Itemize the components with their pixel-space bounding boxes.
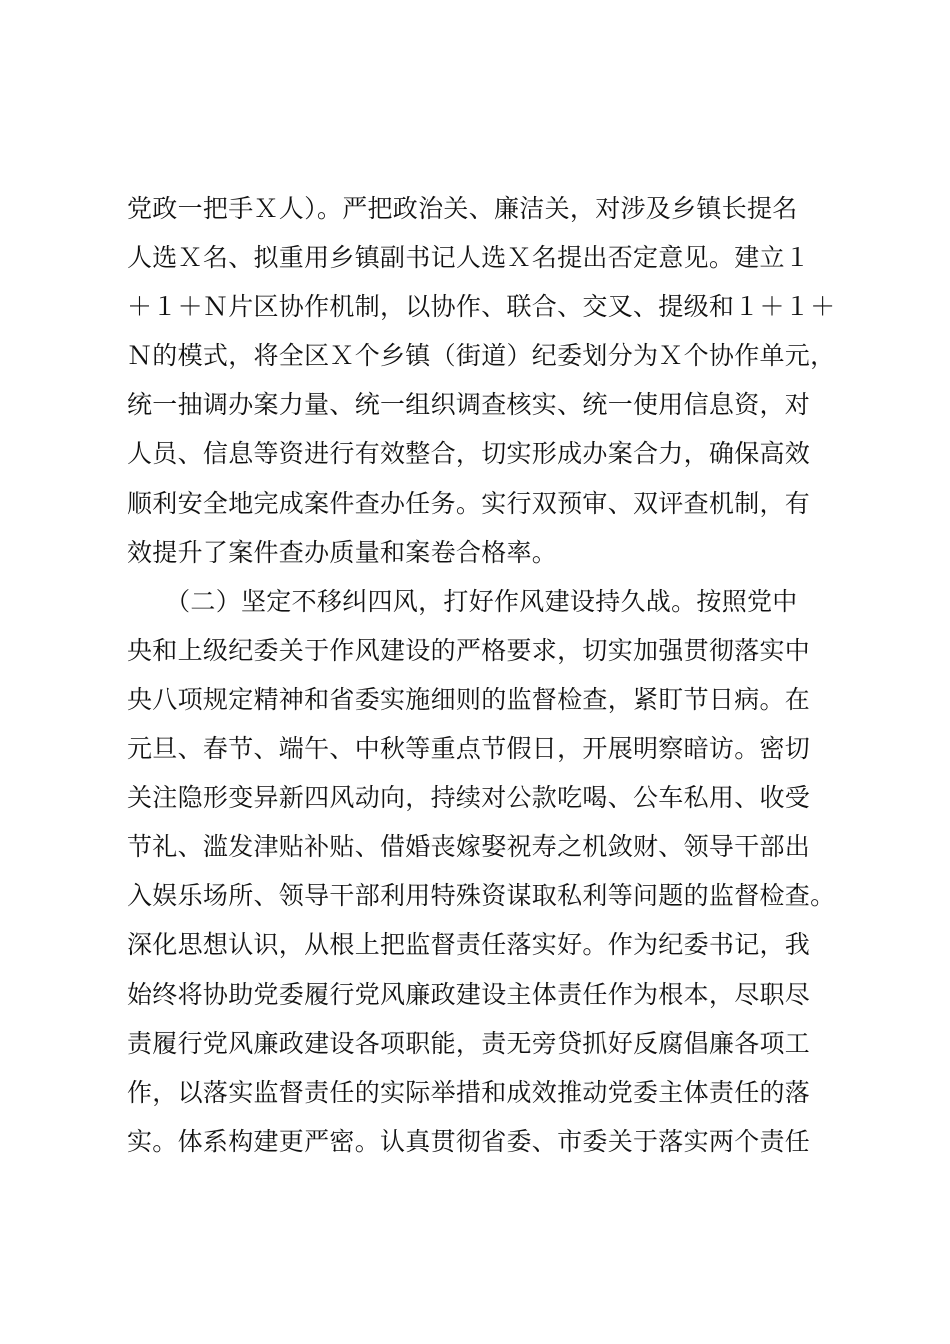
document-body	[127, 184, 867, 1166]
text-line: 顺利安全地完成案件查办任务。实行双预审、双评查机制，有	[127, 488, 811, 518]
text-line: ＋１＋Ｎ片区协作机制，以协作、联合、交叉、提级和１＋１＋	[127, 292, 836, 322]
text-line: 党政一把手Ｘ人）。严把政治关、廉洁关，对涉及乡镇长提名	[127, 194, 798, 223]
text-line: Ｎ的模式，将全区Ｘ个乡镇（街道）纪委划分为Ｘ个协作单元，	[127, 341, 836, 371]
text-line: 人选Ｘ名、拟重用乡镇副书记人选Ｘ名提出否定意见。建立１	[127, 243, 811, 273]
text-line: 元旦、春节、端午、中秋等重点节假日，开展明察暗访。密切	[127, 734, 811, 764]
text-line: 责履行党风廉政建设各项职能，责无旁贷抓好反腐倡廉各项工	[127, 1028, 811, 1058]
text-line: 央八项规定精神和省委实施细则的监督检查，紧盯节日病。在	[127, 684, 811, 714]
text-line: 节礼、滥发津贴补贴、借婚丧嫁娶祝寿之机敛财、领导干部出	[127, 832, 811, 862]
text-line: 关注隐形变异新四风动向，持续对公款吃喝、公车私用、收受	[127, 783, 811, 813]
text-line: 统一抽调办案力量、统一组织调查核实、统一使用信息资，对	[127, 390, 811, 420]
text-line: 入娱乐场所、领导干部利用特殊资谋取私利等问题的监督检查。	[127, 881, 836, 911]
text-line: 效提升了案件查办质量和案卷合格率。	[127, 537, 558, 567]
section-heading-line: （二）坚定不移纠四风，打好作风建设持久战。按照党中	[127, 586, 798, 616]
text-line: 始终将协助党委履行党风廉政建设主体责任作为根本，尽职尽	[127, 979, 811, 1009]
text-line: 人员、信息等资进行有效整合，切实形成办案合力，确保高效	[127, 439, 811, 469]
text-line: 深化思想认识，从根上把监督责任落实好。作为纪委书记，我	[127, 930, 811, 960]
text-line: 实。体系构建更严密。认真贯彻省委、市委关于落实两个责任	[127, 1126, 811, 1156]
text-line: 作，以落实监督责任的实际举措和成效推动党委主体责任的落	[127, 1077, 811, 1107]
text-line: 央和上级纪委关于作风建设的严格要求，切实加强贯彻落实中	[127, 635, 811, 665]
